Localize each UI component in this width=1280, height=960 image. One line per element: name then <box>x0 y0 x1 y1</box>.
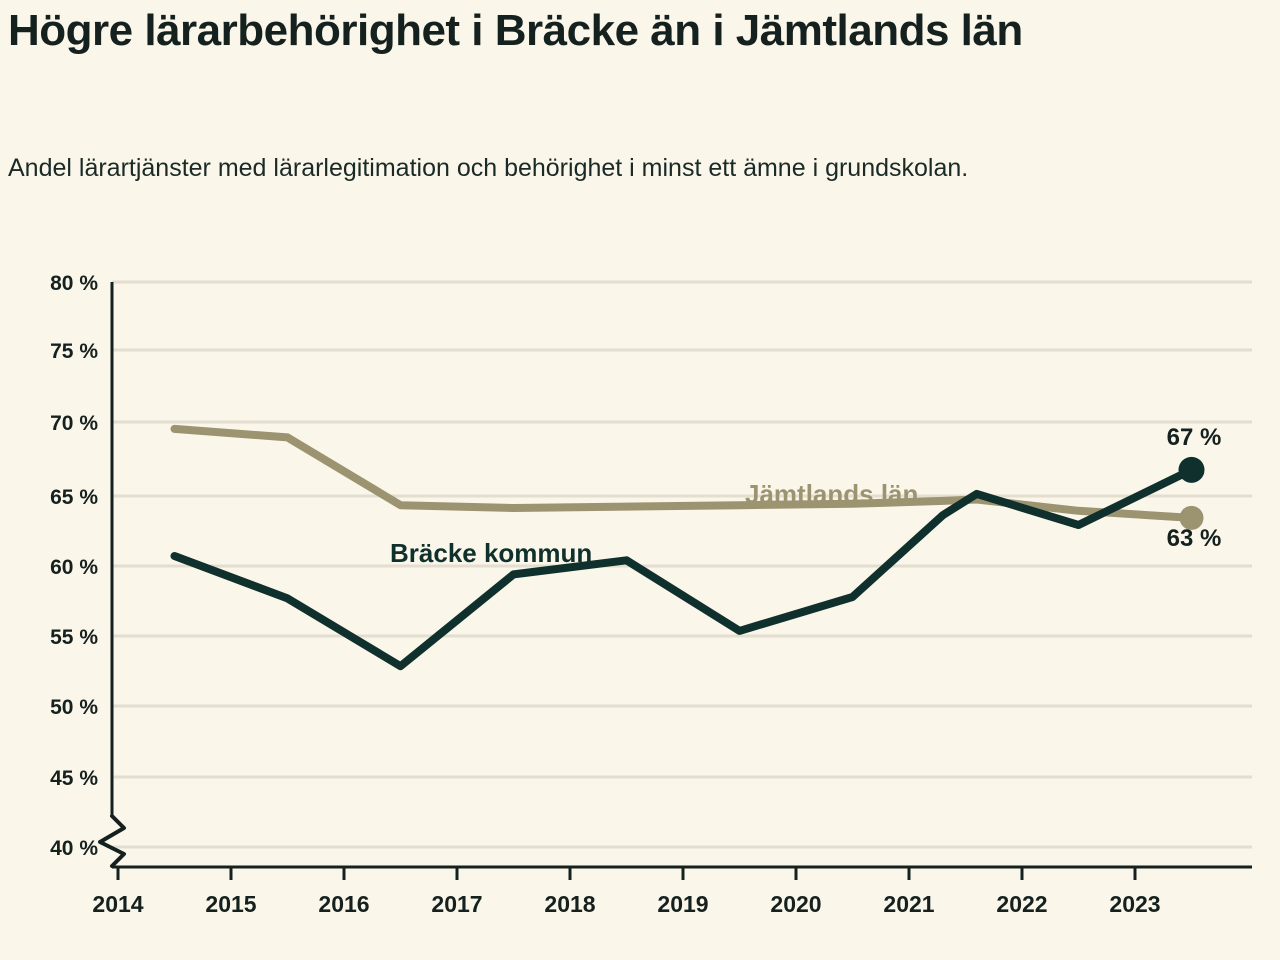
end-value-bracke-kommun: 67 % <box>1166 424 1222 451</box>
page-title: Högre lärarbehörighet i Bräcke än i Jämtlands län <box>8 6 1023 55</box>
line-chart <box>0 250 1280 950</box>
gridlines <box>112 282 1252 847</box>
y-tick-label: 80 % <box>50 272 98 295</box>
y-tick-label: 40 % <box>50 837 98 860</box>
y-tick-label: 55 % <box>50 626 98 649</box>
x-axis <box>112 867 1252 880</box>
series-endpoint-bracke-kommun <box>1179 457 1205 483</box>
y-tick-label: 50 % <box>50 696 98 719</box>
y-axis-ticks <box>50 272 98 860</box>
x-tick-label: 2023 <box>1109 891 1161 917</box>
x-tick-label: 2020 <box>770 891 822 917</box>
x-tick-label: 2021 <box>883 891 935 917</box>
series-line-jamtlands-lan <box>175 429 1192 518</box>
chart-container <box>0 250 1280 950</box>
x-tick-label: 2018 <box>544 891 596 917</box>
x-axis-ticks <box>92 891 1160 917</box>
y-tick-label: 60 % <box>50 556 98 579</box>
series-label-jamtlands-lan: Jämtlands län <box>745 479 919 509</box>
x-tick-label: 2016 <box>318 891 370 917</box>
series-label-bracke-kommun: Bräcke kommun <box>390 538 593 568</box>
x-tick-label: 2019 <box>657 891 709 917</box>
x-tick-label: 2017 <box>431 891 483 917</box>
y-tick-label: 45 % <box>50 767 98 790</box>
y-tick-label: 65 % <box>50 486 98 509</box>
y-tick-label: 70 % <box>50 412 98 435</box>
page-subtitle: Andel lärartjänster med lärarlegitimation och behörighet i minst ett ämne i grundskolan. <box>8 154 969 182</box>
x-tick-label: 2015 <box>205 891 257 917</box>
end-value-jamtlands-lan: 63 % <box>1166 525 1222 552</box>
x-tick-label: 2014 <box>92 891 144 917</box>
x-tick-label: 2022 <box>996 891 1048 917</box>
y-tick-label: 75 % <box>50 340 98 363</box>
